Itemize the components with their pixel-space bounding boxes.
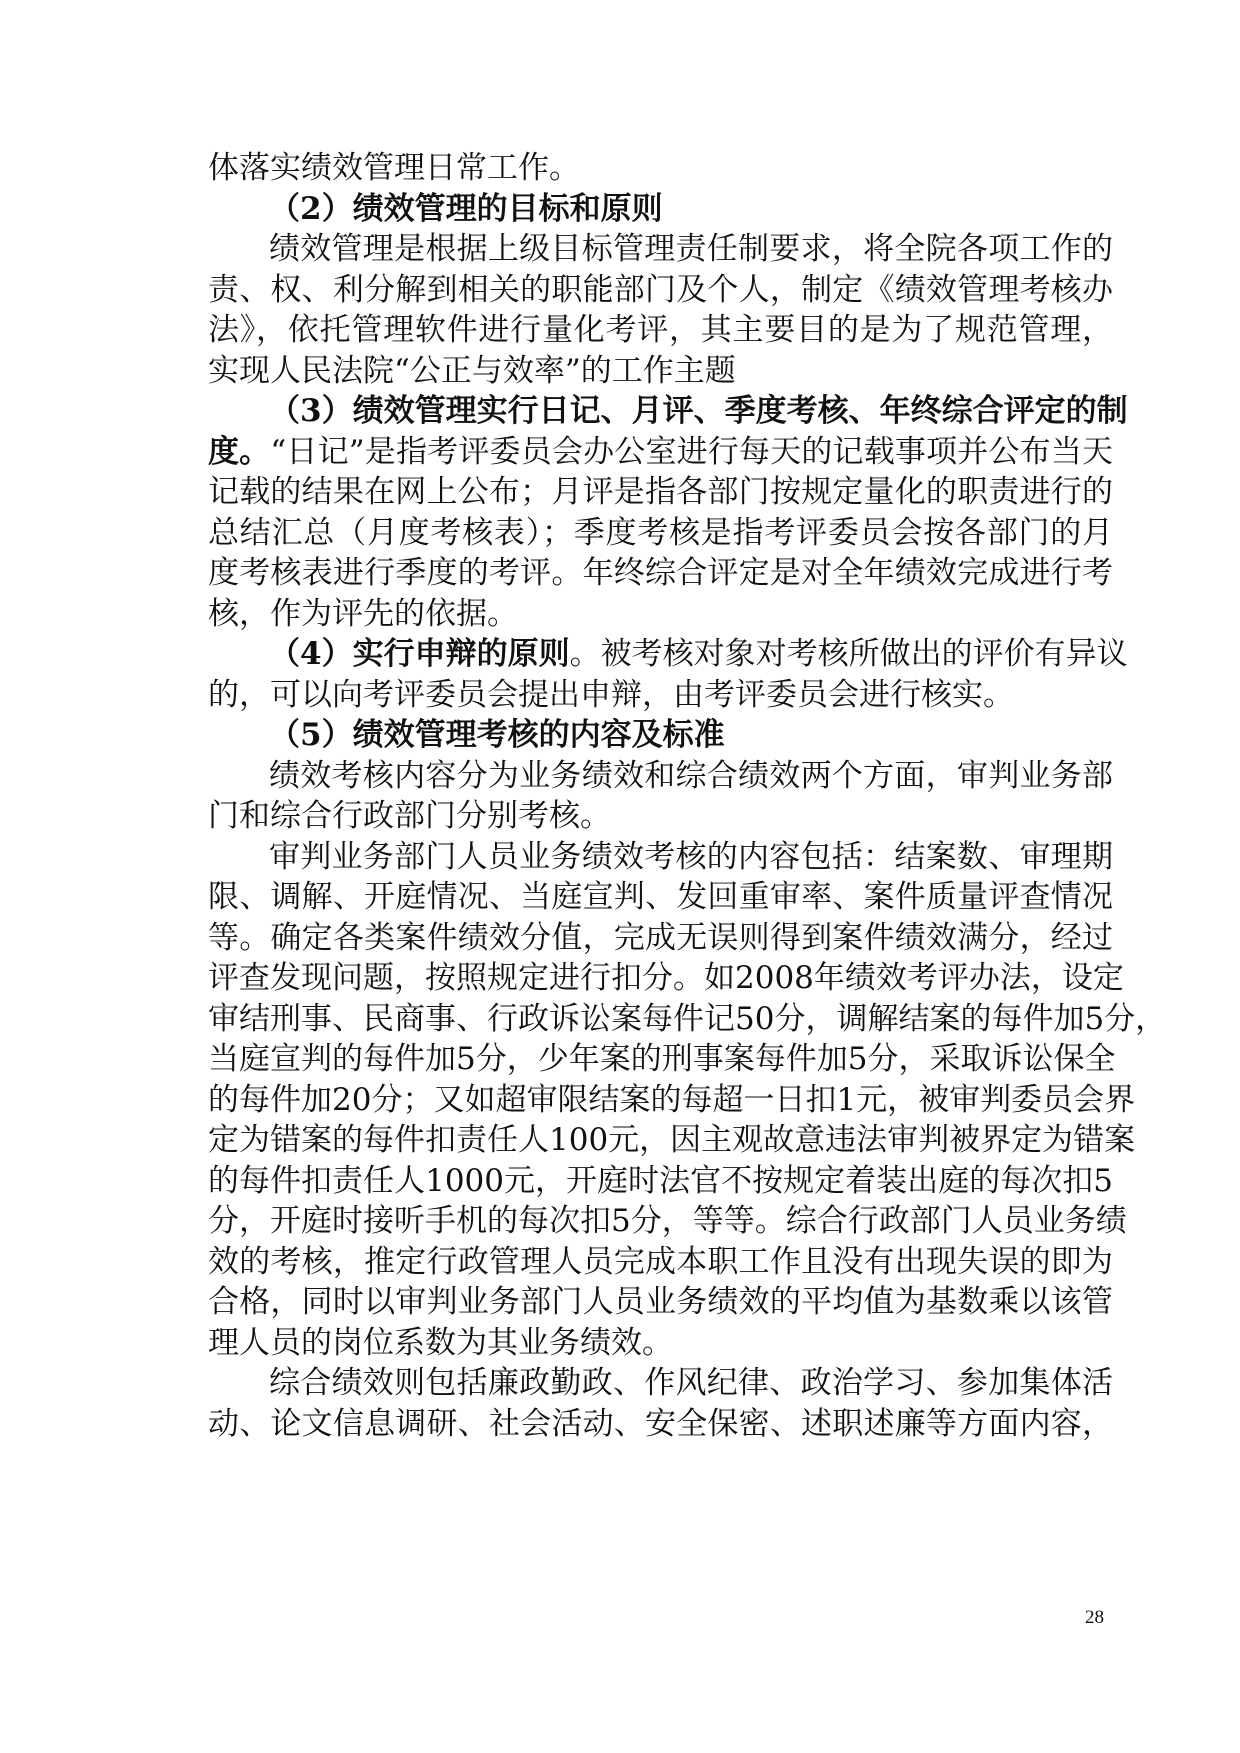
text-line: 体落实绩效管理日常工作。: [208, 150, 580, 186]
text-line: [208, 432, 1113, 473]
text-line: 度考核表进行季度的考评。年终综合评定是对全年绩效完成进行考: [208, 555, 1113, 591]
text-line: 责、权、利分解到相关的职能部门及个人，制定《绩效管理考核办: [208, 271, 1113, 308]
text-line: 总结汇总（月度考核表）；季度考核是指考评委员会按各部门的月: [208, 514, 1113, 551]
text-line: [208, 634, 1128, 675]
text-line: 绩效管理是根据上级目标管理责任制要求，将全院各项工作的: [269, 231, 1113, 267]
text-line: 的，可以向考评委员会提出申辩，由考评委员会进行核实。: [208, 676, 1014, 713]
text-fragment: 。被考核对象对考核所做出的评价有异议: [569, 636, 1128, 672]
text-fragment: “日记”是指考评委员会办公室进行每天的记载事项并公布当天: [270, 433, 1114, 470]
text-line: 评查发现问题，按照规定进行扣分。如2008年绩效考评办法，设定: [208, 960, 1124, 996]
text-line: 的每件扣责任人1000元，开庭时法官不按规定着装出庭的每次扣5: [208, 1162, 1113, 1199]
text-line: 分，开庭时接听手机的每次扣5分，等等。综合行政部门人员业务绩: [208, 1203, 1127, 1239]
text-line: 综合绩效则包括廉政勤政、作风纪律、政治学习、参加集体活: [269, 1365, 1113, 1401]
document-body: [208, 148, 1167, 1444]
heading-continuation: 度。: [208, 433, 271, 470]
section-heading: （4）实行申辩的原则: [269, 636, 570, 672]
page-number: 28: [1085, 1607, 1104, 1628]
text-line: 的每件加20分；又如超审限结案的每超一日扣1元，被审判委员会界: [208, 1081, 1136, 1118]
text-line: 核，作为评先的依据。: [208, 595, 518, 632]
text-line: 记载的结果在网上公布；月评是指各部门按规定量化的职责进行的: [208, 474, 1113, 510]
text-line: 合格，同时以审判业务部门人员业务绩效的平均值为基数乘以该管: [208, 1284, 1113, 1320]
text-line: 等。确定各类案件绩效分值，完成无误则得到案件绩效满分，经过: [208, 919, 1113, 956]
section-heading: （2）绩效管理的目标和原则: [269, 190, 663, 227]
text-line: 定为错案的每件扣责任人100元，因主观故意违法审判被界定为错案: [208, 1122, 1136, 1158]
text-line: 理人员的岗位系数为其业务绩效。: [208, 1324, 673, 1361]
text-line: 效的考核，推定行政管理人员完成本职工作且没有出现失误的即为: [208, 1243, 1113, 1280]
text-line: 审判业务部门人员业务绩效考核的内容包括：结案数、审理期: [269, 838, 1113, 875]
text-line: 门和综合行政部门分别考核。: [208, 798, 611, 834]
text-line: 当庭宣判的每件加5分，少年案的刑事案每件加5分，采取诉讼保全: [208, 1041, 1116, 1077]
text-line: 法》，依托管理软件进行量化考评，其主要目的是为了规范管理，: [208, 312, 1113, 348]
text-line: 绩效考核内容分为业务绩效和综合绩效两个方面，审判业务部: [269, 757, 1113, 794]
text-line: 审结刑事、民商事、行政诉讼案每件记50分，调解结案的每件加5分，: [208, 1000, 1167, 1037]
text-line: 限、调解、开庭情况、当庭宣判、发回重审率、案件质量评查情况: [208, 879, 1113, 915]
text-line: 动、论文信息调研、社会活动、安全保密、述职述廉等方面内容，: [208, 1405, 1113, 1442]
section-heading: （3）绩效管理实行日记、月评、季度考核、年终综合评定的制: [269, 393, 1128, 429]
text-line: 实现人民法院“公正与效率”的工作主题: [208, 352, 736, 389]
section-heading: （5）绩效管理考核的内容及标准: [269, 717, 725, 753]
